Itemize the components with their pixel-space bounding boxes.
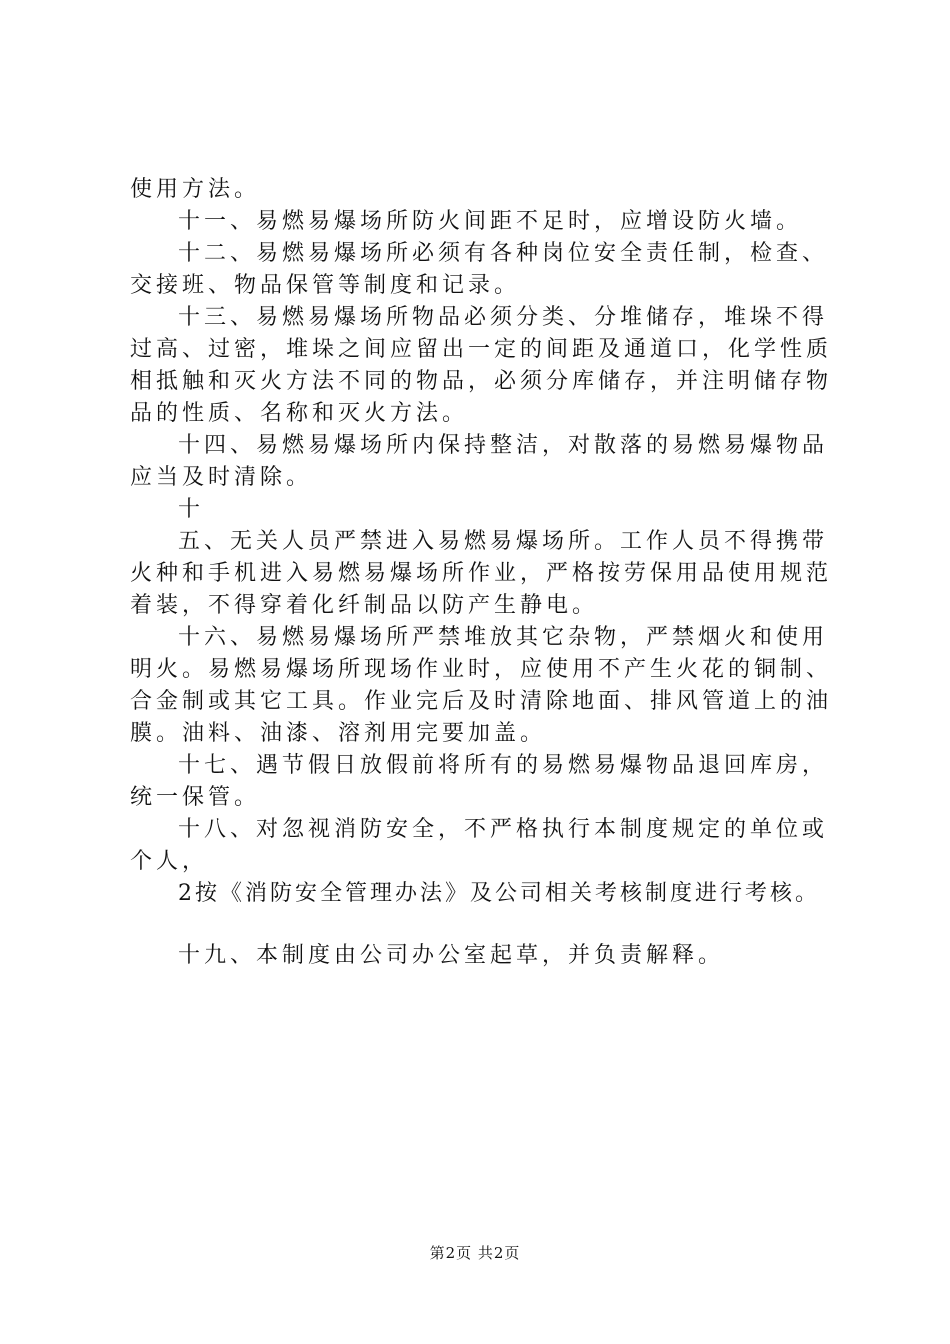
text-line: 个人， (130, 849, 209, 874)
text-line: 使用方法。 (130, 177, 261, 202)
text-line: 过高、过密，堆垛之间应留出一定的间距及通道口，化学性质 (130, 337, 833, 362)
text-line: 膜。油料、油漆、溶剂用完要加盖。 (130, 721, 547, 746)
text-line: 品的性质、名称和灭火方法。 (130, 401, 469, 426)
page-number-footer: 第2页 共2页 (429, 1244, 521, 1262)
text-line: 2按《消防安全管理办法》及公司相关考核制度进行考核。 (178, 881, 820, 906)
text-line: 相抵触和灭火方法不同的物品，必须分库储存，并注明储存物 (130, 369, 833, 394)
text-line: 十四、易燃易爆场所内保持整洁，对散落的易燃易爆物品 (178, 433, 829, 458)
text-line: 十三、易燃易爆场所物品必须分类、分堆储存，堆垛不得 (178, 305, 829, 330)
text-line: 十七、遇节假日放假前将所有的易燃易爆物品退回库房， (178, 753, 829, 778)
text-line: 十二、易燃易爆场所必须有各种岗位安全责任制，检查、 (178, 241, 829, 266)
text-line: 十一、易燃易爆场所防火间距不足时，应增设防火墙。 (178, 209, 803, 234)
text-line: 着装，不得穿着化纤制品以防产生静电。 (130, 593, 599, 618)
text-line: 十 (178, 497, 205, 522)
text-line: 十九、本制度由公司办公室起草，并负责解释。 (178, 943, 725, 968)
text-line: 合金制或其它工具。作业完后及时清除地面、排风管道上的油 (130, 689, 833, 714)
text-line: 火种和手机进入易燃易爆场所作业，严格按劳保用品使用规范 (130, 561, 833, 586)
text-line: 应当及时清除。 (130, 465, 313, 490)
text-line: 交接班、物品保管等制度和记录。 (130, 273, 521, 298)
text-line: 明火。易燃易爆场所现场作业时，应使用不产生火花的铜制、 (130, 657, 833, 682)
text-line: 十八、对忽视消防安全，不严格执行本制度规定的单位或 (178, 817, 829, 842)
text-line: 十六、易燃易爆场所严禁堆放其它杂物，严禁烟火和使用 (178, 625, 829, 650)
text-line: 五、无关人员严禁进入易燃易爆场所。工作人员不得携带 (178, 529, 829, 554)
text-line: 统一保管。 (130, 785, 261, 810)
